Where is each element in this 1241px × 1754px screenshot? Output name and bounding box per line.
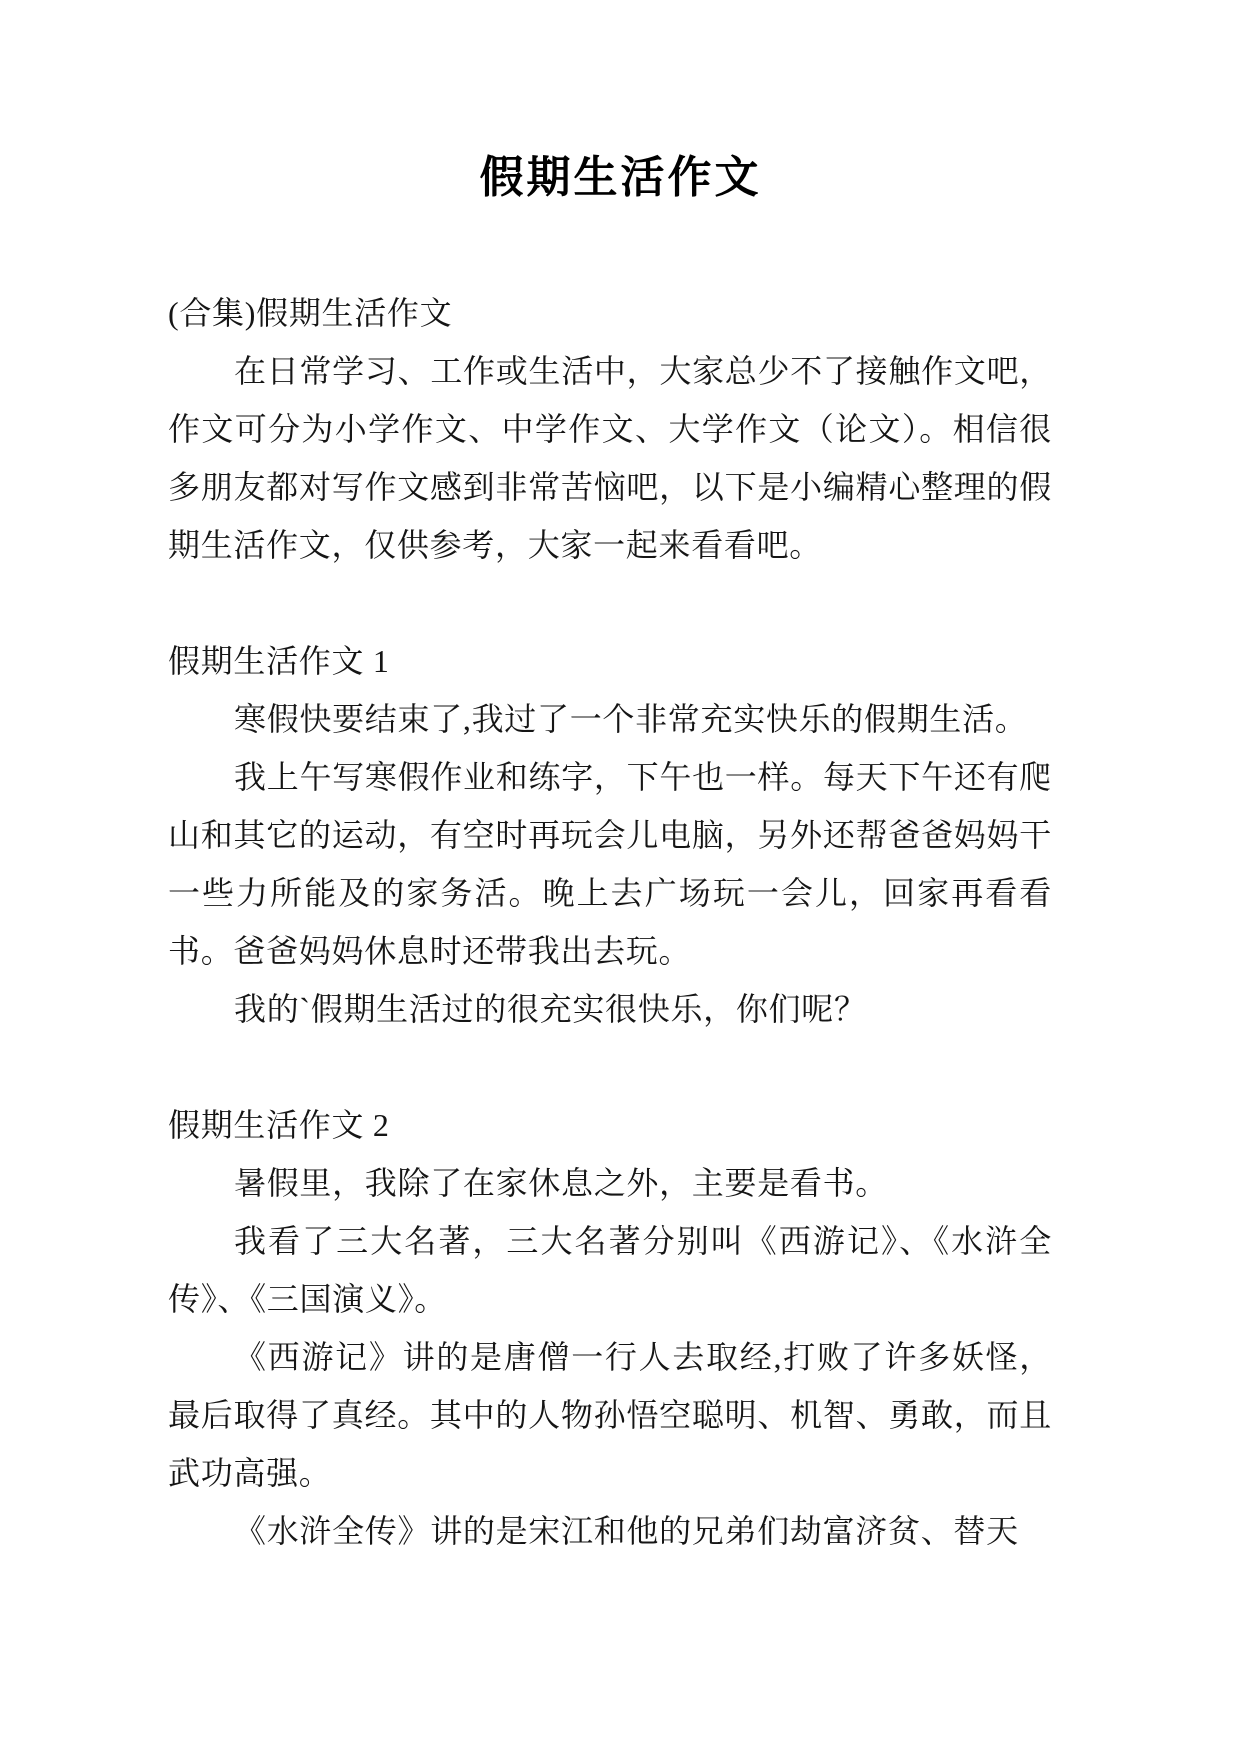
essay-1-paragraph-1: 寒假快要结束了,我过了一个非常充实快乐的假期生活。 [234,701,1028,737]
essay-2-paragraph-1: 暑假里，我除了在家休息之外，主要是看书。 [234,1165,889,1201]
essay-2-paragraph-2: 我看了三大名著，三大名著分别叫《西游记》、《水浒全传》、《三国演义》。 [168,1223,1052,1317]
essay-1-paragraph-3: 我的`假期生活过的很充实很快乐，你们呢？ [234,991,867,1027]
document-body [168,284,1052,1560]
document-title: 假期生活作文 [479,153,762,202]
essay-2-paragraph-3: 《西游记》讲的是唐僧一行人去取经,打败了许多妖怪，最后取得了真经。其中的人物孙悟空聪明、机智、勇敢，而且武功高强。 [168,1339,1052,1491]
section-heading-essay-1: 假期生活作文 1 [168,643,390,679]
intro-line: (合集)假期生活作文 [168,295,453,331]
essay-2-paragraph-4-truncated: 《水浒全传》讲的是宋江和他的兄弟们劫富济贫、替天 [234,1513,1019,1549]
essay-1-paragraph-2: 我上午写寒假作业和练字，下午也一样。每天下午还有爬山和其它的运动，有空时再玩会儿电脑，另外还帮爸爸妈妈干一些力所能及的家务活。晚上去广场玩一会儿，回家再看看书。爸爸妈妈休息时还带我出去玩。 [168,759,1052,969]
intro-paragraph: 在日常学习、工作或生活中，大家总少不了接触作文吧，作文可分为小学作文、中学作文、大学作文（论文）。相信很多朋友都对写作文感到非常苦恼吧，以下是小编精心整理的假期生活作文，仅供参考，大家一起来看看吧。 [168,353,1052,563]
section-heading-essay-2: 假期生活作文 2 [168,1107,390,1143]
